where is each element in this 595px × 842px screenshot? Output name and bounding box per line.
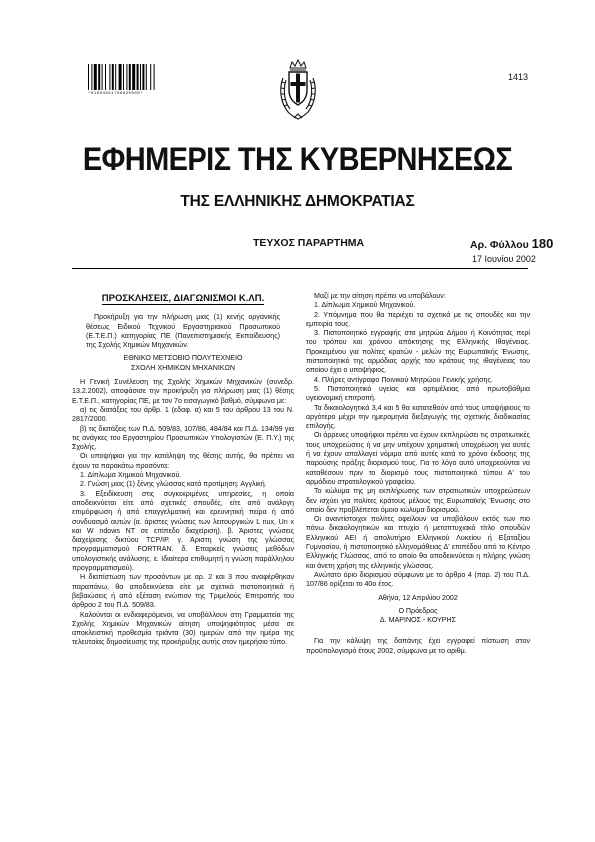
section-title-text: ΠΡΟΣΚΛΗΣΕΙΣ, ΔΙΑΓΩΝΙΣΜΟΙ Κ.ΛΠ. xyxy=(101,293,265,304)
signer-role: Ο Πρόεδρος xyxy=(398,606,438,615)
announcement-intro: Προκήρυξη για την πλήρωση μιας (1) κενής οργανικής θέσεως Ειδικού Τεχνικού Εργαστηριακού Προσωπικού (Ε.Τ.Ε.Π.) κατηγορίας ΠΕ (Πανεπιστημιακής Εκπαίδευσης) της Σχολής Χημικών Μηχανικών. xyxy=(86,313,280,350)
issue-label: ΤΕΥΧΟΣ ΠΑΡΑΡΤΗΜΑ xyxy=(253,237,365,249)
signer-name: Δ. ΜΑΡΙΝΟΣ - ΚΟΥΡΗΣ xyxy=(379,616,457,625)
section-title xyxy=(72,294,294,303)
institution-line: ΕΘΝΙΚΟ ΜΕΤΣΟΒΙΟ ΠΟΛΥΤΕΧΝΕΙΟ xyxy=(123,354,243,363)
page-number: 1413 xyxy=(508,72,529,82)
gazette-title: ΕΦΗΜΕΡΙΣ ΤΗΣ ΚΥΒΕΡΝΗΣΕΩΣ xyxy=(82,142,513,178)
paragraph: Οι υποψήφιοι για την κατάληψη της θέσης αυτής, θα πρέπει να έχουν τα παρακάτω προσόντα: xyxy=(72,452,294,470)
paragraph: 5. Πιστοποιητικό υγείας και αρτιμέλειας από πρωτοβάθμια υγειονομική επιτροπή. xyxy=(306,384,530,403)
paragraph: 3. Πιστοποιητικό εγγραφής στα μητρώα Δήμου ή Κοινότητας περί του τρόπου και χρόνου απόκτησης της Ελληνικής Ιθαγένειας. Προκειμένου για πολίτες κρατών - μελών της Ευρωπαϊκής Ένωσης, πιστοποιητικό της αρμόδιας αρχής του κράτους της ιθαγένειας του οποίου έχει ο υποψήφιος. xyxy=(306,329,530,375)
paragraph: Η διαπίστωση των προσόντων με αρ. 2 και 3 που αναφέρθηκαν παραπάνω, θα αποδεικνύεται είτε με σχετικά πιστοποιητικά ή βεβαιώσεις ή από εξέταση ενώπιον της Τριμελούς Επιτροπής του άρθρου 2 του Π.Δ. 509/83. xyxy=(72,573,294,610)
paragraph: Οι άρρενες υποψήφιοι πρέπει να έχουν εκπληρώσει τις στρατιωτικές τους υποχρεώσεις ή να μην υπέχουν χρηματική υποχρέωση για αυτές ή να έχουν απαλλαγεί νόμιμα από αυτές κατά το χρόνο έκδοσης της παρούσης πράξης διορισμού τους. Για το λόγο αυτό υποχρεούνται να καταθέσουν πριν το διορισμό τους πιστοποιητικό τύπου Α' του αρμόδιου στρατολογικού γραφείου. xyxy=(306,431,530,486)
paragraph: Για την κάλυψη της δαπάνης έχει εγγραφεί πίστωση στον προϋπολογισμό έτους 2002, σύμφωνα με το αριθμ. xyxy=(306,637,530,655)
paragraph: Τα δικαιολογητικά 3,4 και 5 θα κατατεθούν από τους υποψήφιους το αργότερο μέχρι την ημερομηνία διεξαγωγής της σχετικής διαδικασίας επιλογής. xyxy=(306,403,530,431)
paragraph: Καλούνται οι ενδιαφερόμενοι, να υποβάλλουν στη Γραμματεία της Σχολής Χημικών Μηχανικών αίτηση υποψηφιότητας μέσα σε αποκλειστική προθεσμία τριάντα (30) ημερών από την ημέρα της τελευταίας δημοσίευσης της προκήρυξης αυτής στον ημερήσιο τύπο. xyxy=(72,610,294,647)
paragraph: α) τις διατάξεις του άρθρ. 1 (εδαφ. α) και 5 του άρθρου 13 του Ν. 2817/2000. xyxy=(72,405,294,424)
sheet-number-line xyxy=(470,236,553,251)
paragraph: Οι αναντίστοιχοι πολίτες οφείλουν να υποβάλουν εκτός των πιο πάνω δικαιολογητικών και πτυχίο ή μεταπτυχιακό τίτλο σπουδών Ελληνικού ΑΕΙ ή απολυτήριο Ελληνικού Λυκείου ή Εξαταξίου Γυμνασίου, ή πιστοποιητικό ελληνομάθειας Δ' επιπέδου από το Κέντρο Ελληνικής Γλώσσας, από το οποίο θα αποδεικνύεται η πλήρης γνώση και άνετη χρήση της ελληνικής γλώσσας. xyxy=(306,515,530,570)
paragraph: Μαζί με την αίτηση πρέπει να υποβάλουν: xyxy=(314,292,446,300)
paragraph: Ανώτατο όριο διορισμού σύμφωνα με το άρθρο 4 (παρ. 2) του Π.Δ. 107/86 ορίζεται το 40ο έτος. xyxy=(306,570,530,589)
school-line: ΣΧΟΛΗ ΧΗΜΙΚΩΝ ΜΗΧΑΝΙΚΩΝ xyxy=(131,363,235,372)
issue-date: 17 Ιουνίου 2002 xyxy=(472,254,536,264)
gazette-subtitle: ΤΗΣ ΕΛΛΗΝΙΚΗΣ ΔΗΜΟΚΡΑΤΙΑΣ xyxy=(180,193,415,210)
paragraph: 2. Υπόμνημα που θα περιέχει τα σχετικά με τις σπουδές και την εμπειρία τους. xyxy=(306,310,530,328)
sheet-number: 180 xyxy=(531,236,554,251)
barcode-text: *01004801706020008* xyxy=(88,92,144,96)
header-rule xyxy=(72,268,528,269)
paragraph: β) τις διατάξεις των Π.Δ. 509/83, 107/86, 484/84 και Π.Δ. 134/99 για τις ανάγκες του Εργαστηρίου Προσωπικών Υπολογιστών (Ε. Π.Υ.) της Σχολής. xyxy=(72,424,294,452)
right-column xyxy=(306,292,530,656)
paragraph: 2. Γνώση μιας (1) ξένης γλώσσας κατά προτίμηση: Αγγλική. xyxy=(80,480,267,489)
sheet-label: Αρ. Φύλλου xyxy=(470,239,529,251)
paragraph: Η Γενική Συνέλευση της Σχολής Χημικών Μηχανικών (συνεδρ. 13.2.2002), αποφάσισε την προκήρυξη για πλήρωση μιας (1) θέσης Ε.Τ.Ε.Π., κατηγορίας ΠΕ, με τον 7ο εισαγωγικό βαθμό, σύμφωνα με: xyxy=(72,378,294,405)
coat-of-arms-emblem xyxy=(276,58,320,122)
paragraph: 4. Πλήρες αντίγραφο Ποινικού Μητρώου Γενικής χρήσης. xyxy=(314,375,493,384)
barcode xyxy=(88,64,180,92)
paragraph: 1. Δίπλωμα Χημικού Μηχανικού. xyxy=(314,301,416,310)
paragraph: 1. Δίπλωμα Χημικού Μηχανικού. xyxy=(80,471,182,480)
paragraph: Το κώλυμα της μη εκπλήρωσης των στρατιωτικών υποχρεώσεων δεν ισχύει για πολίτες κράτους μέλους της Ευρωπαϊκής Ένωσης στο οποίο δεν προβλέπεται όμοιο κώλυμα διορισμού. xyxy=(306,487,530,514)
paragraph: 3. Εξειδίκευση στις συγκεκριμένες υπηρεσίες, η οποία αποδεικνύεται είτε από σχετικές σπουδές, είτε από ανάλογη επιμόρφωση ή από επαγγελματική και ερευνητική πείρα ή από συνδυασμό αυτών (α. άριστες γνώσεις των λειτουργικών L nux, Un x και W ndows NT σε επίπεδο διαχείριση). β. Άριστες γνώσεις διαχείρισης δικτύου TCP/IP. γ. Άριστη γνώση της γλώσσας προγραμματισμού FORTRAN. δ. Επαρκείς γνώσεις μεθόδων υπολογιστικής ανάλυσης. ε. Ιδιαίτερα επιθυμητή η γνώση παράλληλου προγραμματισμού). xyxy=(72,489,294,573)
place-date: Αθήνα, 12 Απριλίου 2002 xyxy=(378,593,458,602)
left-column xyxy=(72,294,294,648)
